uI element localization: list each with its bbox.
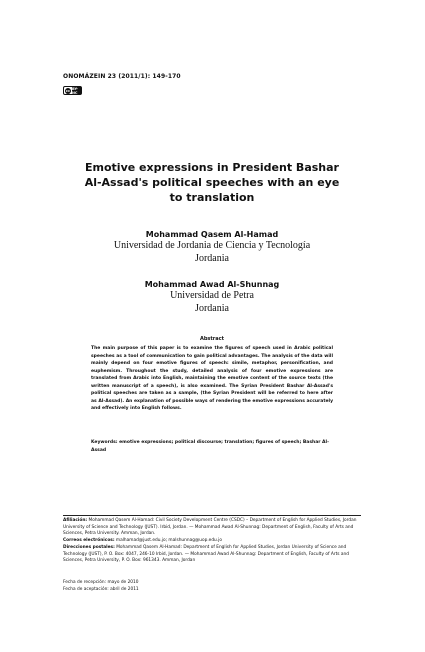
affiliation-label: Afiliación: [63,518,88,523]
abstract-text: The main purpose of this paper is to examine the figures of speech used in Arabic political speeches as a tool of communication to gain political advantages. The analysis of the data will mainly depend on four emotive figures of speech: simile, metaphor, personification, and euphemism. Throughout the study, detailed analysis of four emotive expressions are translated from Arabic into English, maintaining the emotive content of the source texts (the written manuscript of a speech), is also examined. The Syrian President Bashar Al-Assad's political speeches are taken as a sample, (the Syrian President will be referred to here after as Al-Assad). An explanation of possible ways of rendering the emotive expressions accurately and effectively into English follows. [91,346,333,411]
postal-text: Mohammad Qasem Al-Hamad: Department of English for Applied Studies, Jordan University of Science and Technology (JUST), P. O. Box: 4047, 246-10 Irbid, Jordan. — Mohammad Awad Al-Shunnag: Department of English, Faculty of Arts and Sciences, Petra University, P. O. Box: 961343. Amman, Jordan [63,544,349,564]
title-line-2: Al-Assad's political speeches with an eye [84,176,340,189]
creative-commons-icon: cc [65,88,71,93]
author-name: Mohammad Awad Al-Shunnag [144,280,280,289]
email-label: Correos electrónicos: [63,538,115,544]
postal-label: Direcciones postales: [63,544,115,550]
author-country: Jordania [195,303,229,314]
email-text: malhamad@just.edu.jo; malshunnag@uop.edu.jo [115,538,222,544]
paper-title [48,160,376,205]
license-label: BY-NC [72,87,81,94]
publication-dates [63,580,361,593]
author-affiliation: Universidad de Jordania de Ciencia y Tecnología [113,240,311,251]
accepted-date: Fecha de aceptación: abril de 2011 [63,586,139,592]
author-affiliation: Universidad de Petra [170,290,254,301]
title-line-3: to translation [169,191,255,204]
received-date: Fecha de recepción: mayo de 2010 [63,580,139,585]
keywords: Keywords: emotive expressions; political discourse; translation; figures of speech; Bashar Al-Assad [91,440,329,453]
footnote-rule [63,515,361,516]
footnotes [63,518,361,565]
author-2 [48,280,376,315]
author-name: Mohammad Qasem Al-Hamad [145,230,279,239]
affiliation-text: Mohammad Qasem Al-Hamad: Civil Society Development Centre (CSDC) – Department of English for Applied Studies, Jordan University of Science and Technology (JUST). Irbid, Jordan. — Mohammad Awad Al-Shunnag: Department of English, Faculty of Arts and Sciences, Petra University. Amman, Jordan. [63,518,357,537]
author-country: Jordania [195,253,229,264]
author-1 [48,230,376,265]
title-line-1: Emotive expressions in President Bashar [85,161,339,174]
abstract-heading: Abstract [199,336,224,342]
journal-reference: ONOMÁZEIN 23 (2011/1): 149-170 [63,73,181,80]
cc-license-badge [63,86,82,95]
